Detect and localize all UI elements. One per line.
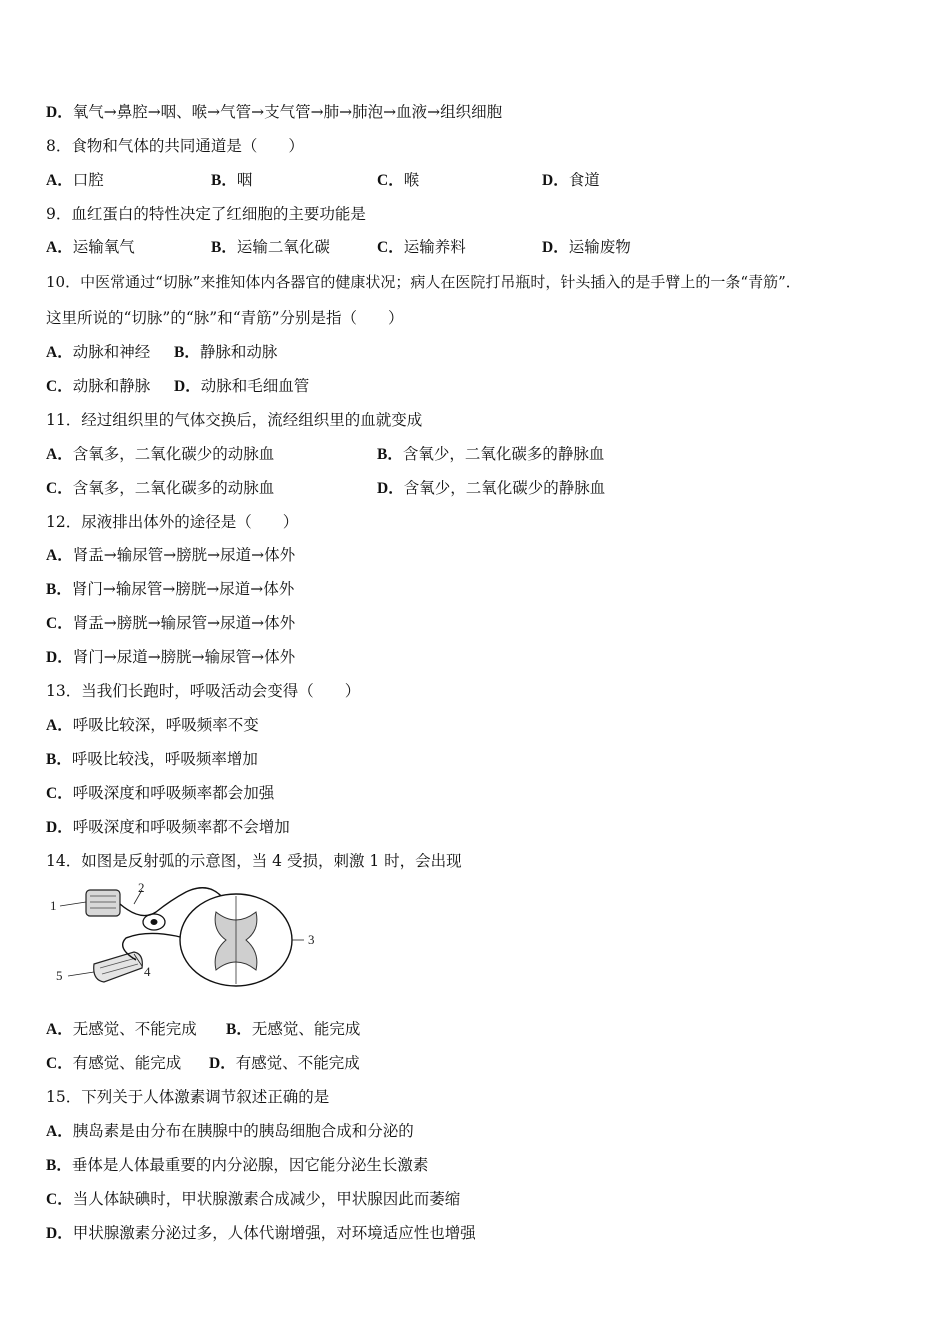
option-text: 动脉和静脉 [72, 377, 151, 395]
option-text: 有感觉、能完成 [72, 1054, 182, 1072]
q10-option-c [46, 376, 150, 397]
q12-option-b [46, 579, 294, 600]
q13-option-a [46, 715, 259, 736]
q13-option-c [46, 783, 274, 804]
option-label: C． [46, 1055, 73, 1072]
option-label: D． [46, 649, 73, 666]
option-text: 口腔 [72, 171, 104, 189]
option-text: 动脉和毛细血管 [200, 377, 310, 395]
effector-shape [94, 952, 143, 982]
option-text: 无感觉、不能完成 [72, 1020, 197, 1038]
q8-option-c [377, 170, 419, 191]
option-text: 运输二氧化碳 [236, 238, 330, 256]
option-label: A． [46, 344, 73, 361]
q11-option-d [377, 478, 605, 499]
option-text: 呼吸深度和呼吸频率都不会增加 [72, 818, 290, 836]
q10-option-b [174, 342, 277, 363]
option-label: A． [46, 547, 73, 564]
figure-label-3: 3 [308, 932, 315, 947]
option-label: A． [46, 1123, 73, 1140]
q14-option-a [46, 1019, 197, 1040]
option-label: A． [46, 1021, 73, 1038]
q10-option-a [46, 342, 150, 363]
q14-option-c [46, 1053, 181, 1074]
q12-option-d [46, 647, 295, 668]
q9-option-b [211, 237, 330, 258]
q14-stem: 14．如图是反射弧的示意图，当 4 受损，刺激 1 时，会出现 [46, 852, 462, 870]
option-text: 肾盂→膀胱→输尿管→尿道→体外 [72, 614, 296, 632]
option-label: C． [46, 480, 73, 497]
option-text: 氧气→鼻腔→咽、喉→气管→支气管→肺→肺泡→血液→组织细胞 [72, 103, 503, 121]
option-label: A． [46, 446, 73, 463]
option-text: 肾门→输尿管→膀胱→尿道→体外 [71, 580, 295, 598]
option-label: C． [377, 239, 404, 256]
option-label: D． [46, 1225, 73, 1242]
option-text: 喉 [403, 171, 420, 189]
q8-option-b [211, 170, 252, 191]
q14-option-b [226, 1019, 360, 1040]
option-label: A． [46, 717, 73, 734]
option-text: 食道 [568, 171, 600, 189]
q15-option-d [46, 1223, 476, 1244]
q7-option-d [46, 102, 502, 123]
q15-stem: 15．下列关于人体激素调节叙述正确的是 [46, 1088, 330, 1106]
option-label: C． [46, 378, 73, 395]
option-text: 静脉和动脉 [199, 343, 278, 361]
option-text: 含氧少，二氧化碳多的静脉血 [402, 445, 605, 463]
figure-label-4: 4 [144, 964, 151, 979]
option-text: 当人体缺碘时，甲状腺激素合成减少，甲状腺因此而萎缩 [72, 1190, 461, 1208]
option-text: 呼吸比较浅，呼吸频率增加 [71, 750, 258, 768]
option-label: B． [211, 172, 237, 189]
option-text: 无感觉、能完成 [251, 1020, 361, 1038]
option-label: B． [174, 344, 200, 361]
option-label: B． [211, 239, 237, 256]
option-text: 含氧多，二氧化碳少的动脉血 [72, 445, 275, 463]
option-label: C． [46, 785, 73, 802]
q13-option-b [46, 749, 258, 770]
q9-option-a [46, 237, 135, 258]
q11-option-a [46, 444, 274, 465]
option-label: D． [46, 819, 73, 836]
q12-option-a [46, 545, 295, 566]
option-text: 运输废物 [568, 238, 631, 256]
q10-option-d [174, 376, 309, 397]
q9-stem: 9．血红蛋白的特性决定了红细胞的主要功能是 [46, 205, 366, 223]
option-text: 甲状腺激素分泌过多，人体代谢增强，对环境适应性也增强 [72, 1224, 476, 1242]
q13-stem: 13．当我们长跑时，呼吸活动会变得（ ） [46, 682, 361, 700]
q8-stem: 8．食物和气体的共同通道是（ ） [46, 137, 304, 155]
option-label: B． [377, 446, 403, 463]
q11-stem: 11．经过组织里的气体交换后，流经组织里的血就变成 [46, 411, 423, 429]
q11-option-c [46, 478, 274, 499]
option-label: B． [226, 1021, 252, 1038]
option-text: 运输养料 [403, 238, 466, 256]
option-label: D． [542, 172, 569, 189]
option-text: 咽 [236, 171, 253, 189]
option-label: C． [377, 172, 404, 189]
q12-stem: 12．尿液排出体外的途径是（ ） [46, 513, 299, 531]
option-text: 呼吸深度和呼吸频率都会加强 [72, 784, 275, 802]
option-text: 有感觉、不能完成 [235, 1054, 360, 1072]
q14-option-d [209, 1053, 360, 1074]
q10-stem-line2: 这里所说的“切脉”的“脉”和“青筋”分别是指（ ） [46, 309, 404, 327]
q12-option-c [46, 613, 295, 634]
option-label: B． [46, 1157, 72, 1174]
option-label: C． [46, 615, 73, 632]
option-label: D． [377, 480, 404, 497]
option-label: B． [46, 581, 72, 598]
q9-option-d [542, 237, 631, 258]
q15-option-b [46, 1155, 428, 1176]
option-label: C． [46, 1191, 73, 1208]
option-text: 运输氧气 [72, 238, 135, 256]
option-label: A． [46, 239, 73, 256]
q8-option-a [46, 170, 104, 191]
option-label: D． [542, 239, 569, 256]
figure-label-2: 2 [138, 882, 145, 895]
option-text: 含氧多，二氧化碳多的动脉血 [72, 479, 275, 497]
option-label: A． [46, 172, 73, 189]
leader-5 [68, 972, 94, 976]
option-text: 肾门→尿道→膀胱→输尿管→体外 [72, 648, 296, 666]
option-text: 呼吸比较深，呼吸频率不变 [72, 716, 259, 734]
reflex-arc-diagram [46, 882, 326, 1002]
option-text: 动脉和神经 [72, 343, 151, 361]
option-text: 含氧少，二氧化碳少的静脉血 [403, 479, 606, 497]
option-label: D． [46, 104, 73, 121]
option-text: 肾盂→输尿管→膀胱→尿道→体外 [72, 546, 296, 564]
figure-label-5: 5 [56, 968, 63, 983]
option-label: B． [46, 751, 72, 768]
option-text: 垂体是人体最重要的内分泌腺，因它能分泌生长激素 [71, 1156, 429, 1174]
receptor-shape [86, 890, 120, 916]
q15-option-a [46, 1121, 414, 1142]
q13-option-d [46, 817, 290, 838]
option-text: 胰岛素是由分布在胰腺中的胰岛细胞合成和分泌的 [72, 1122, 414, 1140]
leader-1 [60, 902, 86, 906]
q15-option-c [46, 1189, 460, 1210]
q9-option-c [377, 237, 466, 258]
option-label: D． [209, 1055, 236, 1072]
figure-label-1: 1 [50, 898, 57, 913]
ganglion-core [151, 919, 158, 925]
q10-stem-line1: 10．中医常通过“切脉”来推知体内各器官的健康状况；病人在医院打吊瓶时，针头插入的是手臂上的一条“青筋”． [46, 273, 801, 291]
q11-option-b [377, 444, 604, 465]
option-label: D． [174, 378, 201, 395]
q8-option-d [542, 170, 600, 191]
